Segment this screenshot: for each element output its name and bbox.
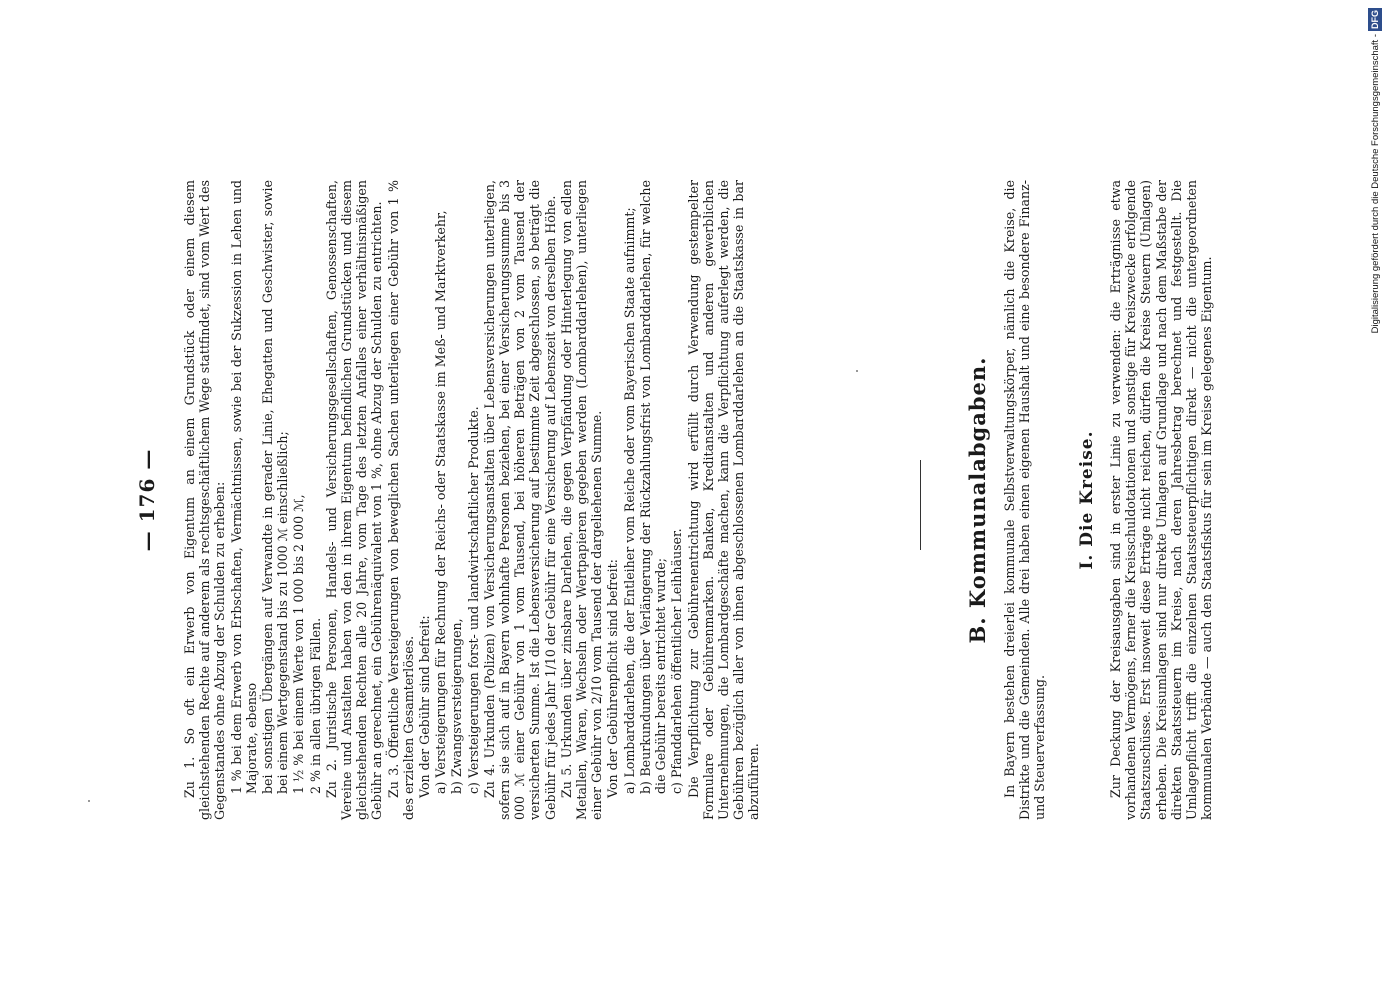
paragraph-zu3-c: c) Versteigerungen forst- und landwirtschaftlicher Produkte. <box>465 406 481 794</box>
paragraph-zu3-b: b) Zwangsversteigerungen, <box>449 618 465 794</box>
paragraph-zu1-rate-b: bei sonstigen Übergängen auf Verwandte in gerader Linie, Ehegatten und Geschwister, sowie bei einem Wertgegenstand bis zu 1000 ℳ einschließlich; <box>260 180 291 794</box>
paragraph-zu5-b: b) Beurkundungen über Verlängerung der Rückzahlungsfrist von Lombarddarlehen, für welche die Gebühr bereits entrichtet wurde; <box>637 180 669 794</box>
dfg-logo: DFG <box>1370 10 1380 29</box>
paragraph-zu5-exempt: Von der Gebührenpflicht sind befreit: <box>605 559 621 798</box>
paragraph-zu1-rate-a: 1 % bei dem Erwerb von Erbschaften, Vermächtnissen, sowie bei der Sukzession in Lehen und Majorate, ebenso <box>228 180 259 794</box>
paragraph-zu5-end: Die Verpflichtung zur Gebührenentrichtung wird erfüllt durch Verwendung gestempelter Formulare oder Gebührenmarken. Banken, Kreditanstalten und anderen gewerblichen Unternehmungen, die Lombardgeschäfte machen, kann die Verpflichtung auferlegt werden, die Gebühren bezüglich aller von ihnen abgeschlossenen Lombarddarlehen an die Staatskasse in bar abzuführen. <box>685 180 762 820</box>
section-b-heading: B. Kommunalabgaben. <box>965 356 990 644</box>
paragraph-zu3: Zu 3. Öffentliche Versteigerungen von beweglichen Sachen unterliegen einer Gebühr von 1 % des erzielten Gesamterlöses. <box>385 180 416 820</box>
section-b-text: In Bayern bestehen dreierlei kommunale Selbstverwaltungskörper, nämlich die Kreise, die Distrikte und die Gemeinden. Alle drei haben einen eigenen Haushalt und eine besondere Finanz- und Steuerverfassung. <box>1002 180 1048 820</box>
paragraph-zu1: Zu 1. So oft ein Erwerb von Eigentum an einem Grundstück oder einem diesem gleichstehenden Rechte auf anderem als rechtsgeschäftlichem Wege stattfindet, sind vom Wert des Gegenstandes ohne Abzug der Schulden zu erheben: <box>182 180 228 820</box>
section-i-text: Zur Deckung der Kreisausgaben sind in erster Linie zu verwenden: die Erträgnisse etwa vorhandenen Vermögens, ferner die Kreisschuldotationen und sonstige für Kreiszwecke erfolgende Staatszuschüsse. Erst insoweit diese Erträge nicht reichen, dürfen die Kreise Steuern (Umlagen) erheben. Die Kreisumlagen sind nur direkte Umlagen auf Grundlage und nach dem Maßstabe der direkten Staatssteuern im Kreise, nach deren Jahresbetrag berechnet und festgestellt. Die Umlagepflicht trifft die einzelnen Staatssteuerpflichtigen direkt — nicht die untergeordneten kommunalen Verbände — auch den Staatsfiskus für sein im Kreise gelegenes Eigentum. <box>1108 180 1215 820</box>
section-i-heading: I. Die Kreise. <box>1077 430 1097 570</box>
digitization-credit <box>1368 8 1382 398</box>
credit-text: Digitalisierung gefördert durch die Deutsche Forschungsgemeinschaft - <box>1370 34 1381 334</box>
paragraph-zu3-exempt: Von der Gebühr sind befreit: <box>417 615 433 798</box>
paragraph-zu1-rate-c: 1 ½ % bei einem Werte von 1 000 bis 2 000 ℳ, <box>291 494 307 794</box>
credit-text-wrapper <box>1368 8 1382 398</box>
paragraph-zu5-c: c) Pfanddarlehen öffentlicher Leihhäuser. <box>669 528 685 794</box>
paragraph-zu1-rate-d: 2 % in allen übrigen Fällen. <box>307 617 323 794</box>
paragraph-zu2: Zu 2. Juristische Personen, Handels- und Versicherungsgesellschaften, Genossenschaften, Vereine und Anstalten haben von den in ihrem Eigentum befindlichen Grundstücken und diesem gleichstehenden Rechten alle 20 Jahre, vom Tage des letzten Anfalles einer verhältnismäßigen Gebühr an gerechnet, ein Gebührenäquivalent von 1 %, ohne Abzug der Schulden zu entrichten. <box>323 180 385 820</box>
paragraph-zu4: Zu 4. Urkunden (Polizen) von Versicherungsanstalten über Lebensversicherungen unterliegen, sofern sie sich auf in Bayern wohnhafte Personen beziehen, bei einer Versicherungssumme bis 3 000 ℳ einer Gebühr von 1 vom Tausend, bei höheren Beträgen von 2 vom Tausend der versicherten Summe. Ist die Lebensversicherung auf bestimmte Zeit abgeschlossen, so beträgt die Gebühr für jedes Jahr 1/10 der Gebühr für eine Versicherung auf Lebenszeit von derselben Höhe. <box>481 180 558 820</box>
scan-speck <box>88 800 90 802</box>
main-text-block <box>182 180 763 820</box>
paragraph-zu5-a: a) Lombarddarlehen, die der Entleiher vom Reiche oder vom Bayerischen Staate aufnimmt; <box>621 207 637 794</box>
page-number: — 176 — <box>135 448 159 552</box>
section-divider <box>920 460 921 550</box>
paragraph-zu3-a: a) Versteigerungen für Rechnung der Reichs- oder Staatskasse im Meß- und Marktverkehr, <box>433 210 449 794</box>
document-page <box>90 0 1215 1000</box>
scan-speck <box>856 370 858 372</box>
paragraph-zu5: Zu 5. Urkunden über zinsbare Darlehen, die gegen Verpfändung oder Hinterlegung von edlen Metallen, Waren, Wechseln oder Wertpapieren gegeben werden (Lombarddarlehen), unterliegen einer Gebühr von 2/10 vom Tausend der dargeliehenen Summe. <box>558 180 605 820</box>
